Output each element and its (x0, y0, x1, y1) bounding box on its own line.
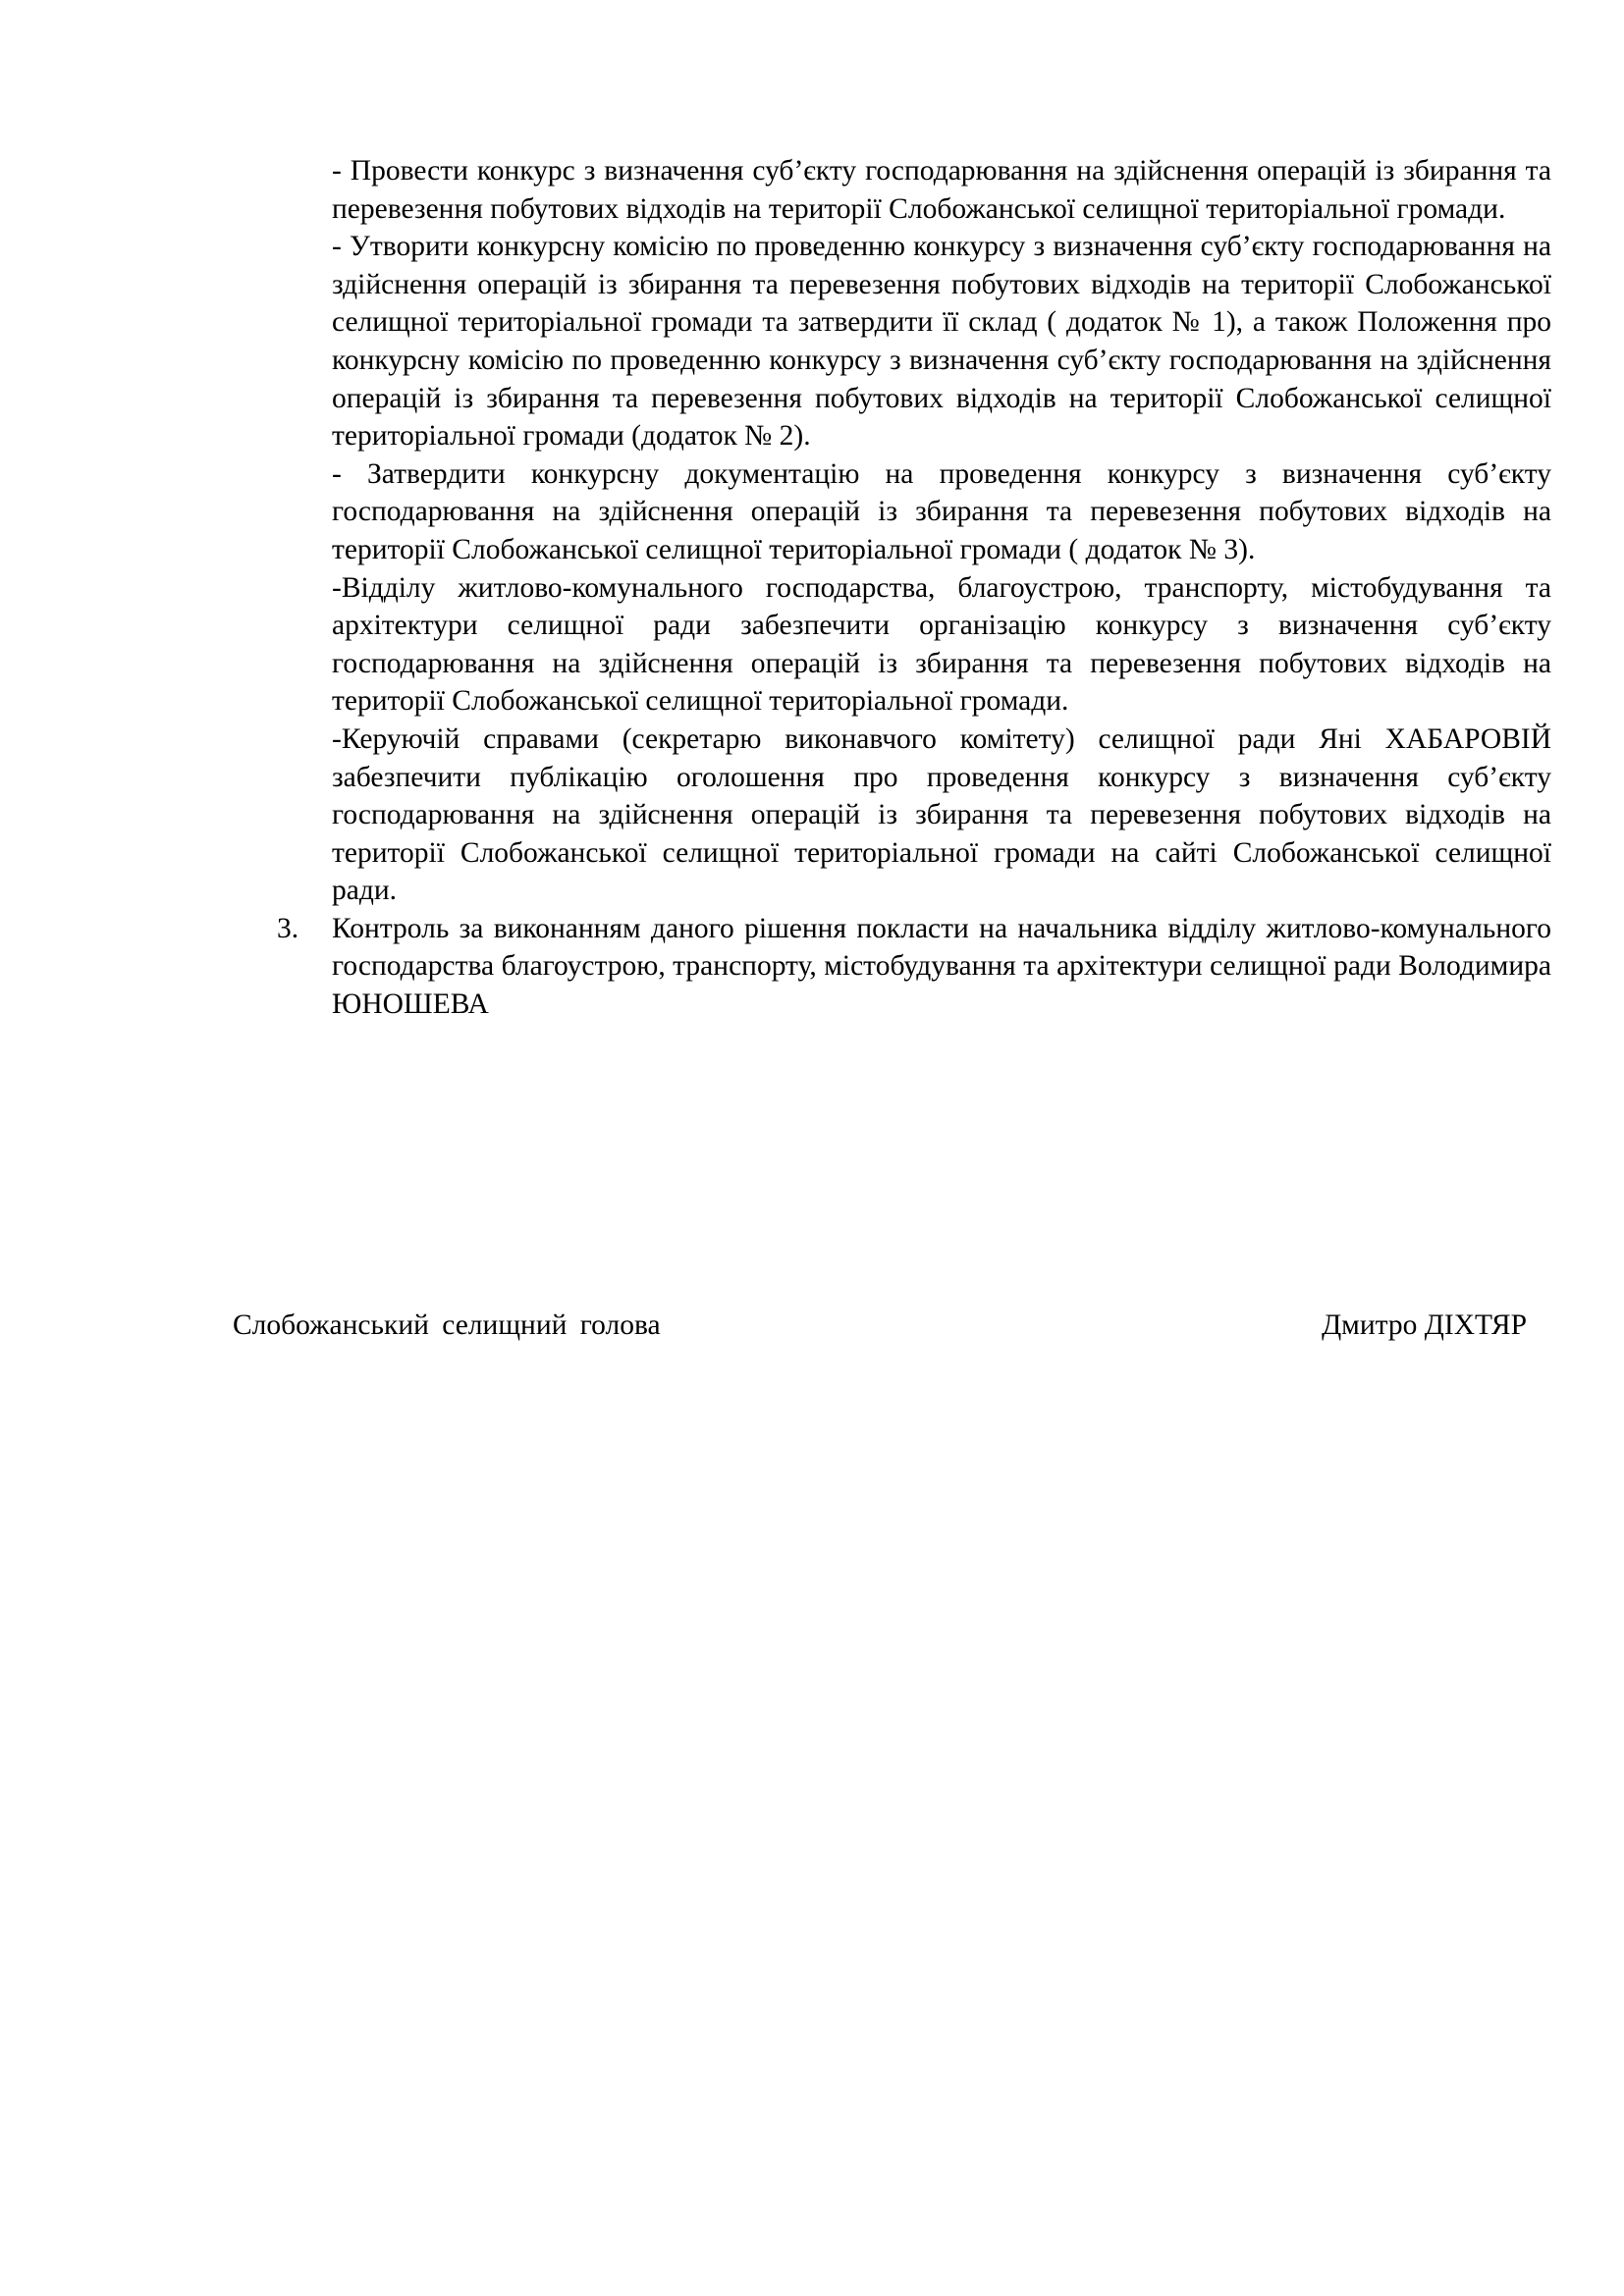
signature-block (233, 1307, 1527, 1344)
paragraph-create-commission: - Утворити конкурсну комісію по проведенню конкурсу з визначення суб’єкту господарювання на здійснення операцій із збирання та перевезення побутових відходів на території Слобожанської селищної територіальної громади та затвердити її склад ( додаток № 1), а також Положення про конкурсну комісію по проведенню конкурсу з визначення суб’єкту господарювання на здійснення операцій із збирання та перевезення побутових відходів на території Слобожанської селищної територіальної громади (додаток № 2). (332, 231, 1551, 453)
item-number: 3. (277, 912, 299, 944)
item-text: Контроль за виконанням даного рішення покласти на начальника відділу житлово-комунального господарства благоустрою, транспорту, містобудування та архітектури селищної ради Володимира ЮНОШЕВА (332, 912, 1551, 1021)
signature-title: Слобожанський селищний голова (233, 1309, 661, 1341)
paragraph-approve-documentation: - Затвердити конкурсну документацію на проведення конкурсу з визначення суб’єкту господарювання на здійснення операцій із збирання та перевезення побутових відходів на території Слобожанської селищної територіальної громади ( додаток № 3). (332, 457, 1551, 565)
paragraph-hold-contest: - Провести конкурс з визначення суб’єкту господарювання на здійснення операцій із збирання та перевезення побутових відходів на території Слобожанської селищної територіальної громади. (332, 155, 1551, 225)
signature-name: Дмитро ДІХТЯР (1322, 1309, 1527, 1341)
document-body (277, 152, 1551, 1024)
paragraph-publish-announcement: -Керуючій справами (секретарю виконавчого комітету) селищної ради Яні ХАБАРОВІЙ забезпечити публікацію оголошення про проведення конкурсу з визначення суб’єкту господарювання на здійснення операцій із збирання та перевезення побутових відходів на території Слобожанської селищної територіальної громади на сайті Слобожанської селищної ради. (332, 722, 1551, 907)
paragraph-department-organize: -Відділу житлово-комунального господарства, благоустрою, транспорту, містобудування та архітектури селищної ради забезпечити організацію конкурсу з визначення суб’єкту господарювання на здійснення операцій із збирання та перевезення побутових відходів на території Слобожанської селищної територіальної громади. (332, 571, 1551, 718)
numbered-item-control (277, 910, 1551, 1024)
